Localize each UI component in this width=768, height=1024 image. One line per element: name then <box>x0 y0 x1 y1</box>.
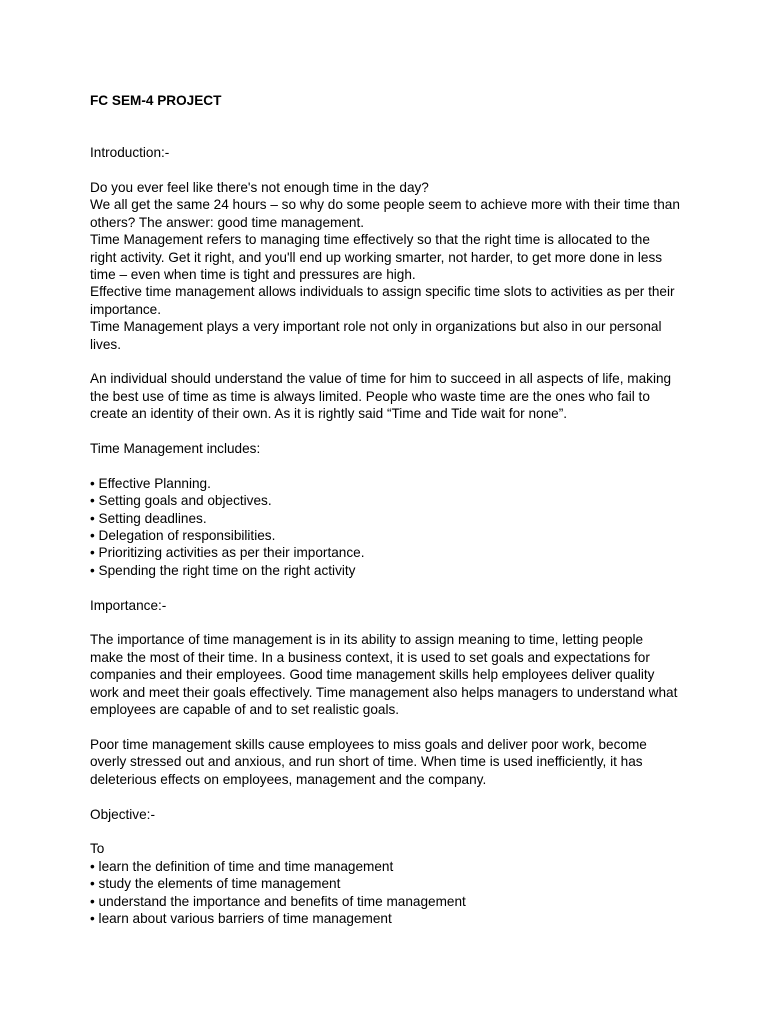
introduction-line: We all get the same 24 hours – so why do some people seem to achieve more with their time than others? The answer: good time management. <box>90 197 680 230</box>
list-item: • Setting deadlines. <box>90 510 680 527</box>
list-item: • learn about various barriers of time management <box>90 910 680 927</box>
document-title: FC SEM-4 PROJECT <box>90 93 222 108</box>
list-item: • Prioritizing activities as per their importance. <box>90 544 680 561</box>
list-item: • Setting goals and objectives. <box>90 492 680 509</box>
introduction-paragraph-2: An individual should understand the value of time for him to succeed in all aspects of life, making the best use of time as time is always limited. People who waste time are the ones who fail to create an identity of their own. As it is rightly said “Time and Tide wait for none”. <box>90 371 672 422</box>
importance-heading: Importance:- <box>90 597 167 613</box>
objective-intro: To <box>90 841 105 857</box>
includes-list <box>90 475 680 579</box>
objective-list <box>90 858 680 928</box>
introduction-line: Time Management plays a very important role not only in organizations but also in our personal lives. <box>90 319 662 352</box>
introduction-line: Time Management refers to managing time effectively so that the right time is allocated to the right activity. Get it right, and you'll end up working smarter, not harder, to get more done in less time – even when time is tight and pressures are high. <box>90 232 663 283</box>
list-item: • learn the definition of time and time management <box>90 858 680 875</box>
importance-paragraph-1: The importance of time management is in its ability to assign meaning to time, letting people make the most of their time. In a business context, it is used to set goals and expectations for companies and their employees. Good time management skills help employees deliver quality work and meet their goals effectively. Time management also helps managers to understand what employees are capable of and to set realistic goals. <box>90 632 678 718</box>
document-page <box>90 92 680 927</box>
introduction-line: Do you ever feel like there's not enough time in the day? <box>90 180 429 195</box>
list-item: • Spending the right time on the right activity <box>90 562 680 579</box>
introduction-line: Effective time management allows individuals to assign specific time slots to activities as per their importance. <box>90 284 675 317</box>
importance-paragraph-2: Poor time management skills cause employees to miss goals and deliver poor work, become overly stressed out and anxious, and run short of time. When time is used inefficiently, it has deleterious effects on employees, management and the company. <box>90 736 647 787</box>
introduction-paragraph <box>90 179 680 353</box>
includes-heading: Time Management includes: <box>90 441 261 457</box>
list-item: • Effective Planning. <box>90 475 680 492</box>
objective-heading: Objective:- <box>90 806 155 822</box>
introduction-heading: Introduction:- <box>90 145 170 161</box>
list-item: • Delegation of responsibilities. <box>90 527 680 544</box>
list-item: • understand the importance and benefits of time management <box>90 893 680 910</box>
list-item: • study the elements of time management <box>90 875 680 892</box>
